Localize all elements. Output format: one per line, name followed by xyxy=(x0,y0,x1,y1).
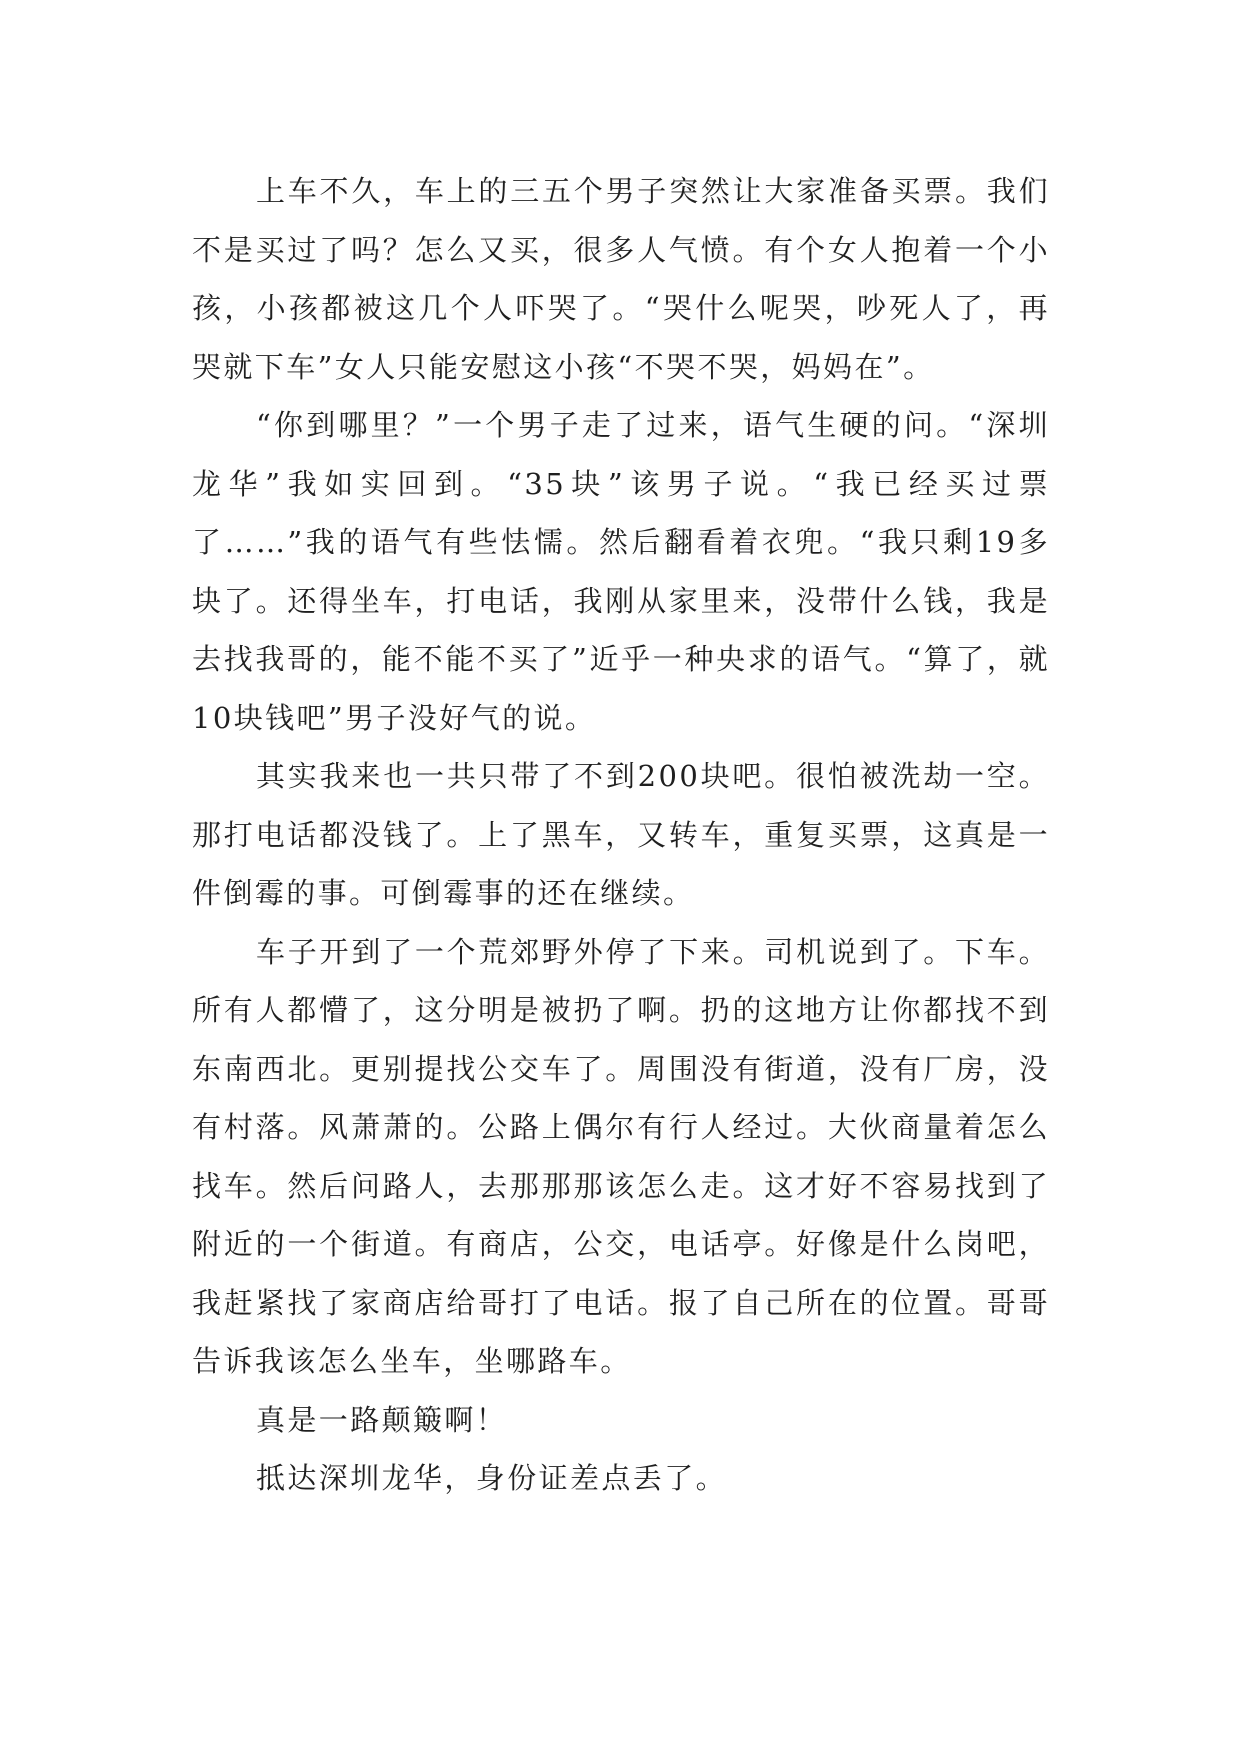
paragraph-1: 上车不久，车上的三五个男子突然让大家准备买票。我们不是买过了吗？怎么又买，很多人气愤。有个女人抱着一个小孩，小孩都被这几个人吓哭了。“哭什么呢哭，吵死人了，再哭就下车”女人只能安慰这小孩“不哭不哭，妈妈在”。 xyxy=(192,174,1050,384)
paragraph-3: 其实我来也一共只带了不到200块吧。很怕被洗劫一空。那打电话都没钱了。上了黑车，又转车，重复买票，这真是一件倒霉的事。可倒霉事的还在继续。 xyxy=(192,759,1050,910)
paragraph-6: 抵达深圳龙华，身份证差点丢了。 xyxy=(256,1461,728,1495)
paragraph-2: “你到哪里？”一个男子走了过来，语气生硬的问。“深圳龙华”我如实回到。“35块”该男子说。“我已经买过票了……”我的语气有些怯懦。然后翻看着衣兜。“我只剩19多块了。还得坐车，打电话，我刚从家里来，没带什么钱，我是去找我哥的，能不能不买了”近乎一种央求的语气。“算了，就10块钱吧”男子没好气的说。 xyxy=(192,408,1050,735)
paragraph-5: 真是一路颠簸啊！ xyxy=(256,1402,508,1437)
document-body xyxy=(192,162,1050,1508)
paragraph-4: 车子开到了一个荒郊野外停了下来。司机说到了。下车。所有人都懵了，这分明是被扔了啊。扔的这地方让你都找不到东南西北。更别提找公交车了。周围没有街道，没有厂房，没有村落。风萧萧的。公路上偶尔有行人经过。大伙商量着怎么找车。然后问路人，去那那那该怎么走。这才好不容易找到了附近的一个街道。有商店，公交，电话亭。好像是什么岗吧，我赶紧找了家商店给哥打了电话。报了自己所在的位置。哥哥告诉我该怎么坐车，坐哪路车。 xyxy=(192,934,1050,1378)
